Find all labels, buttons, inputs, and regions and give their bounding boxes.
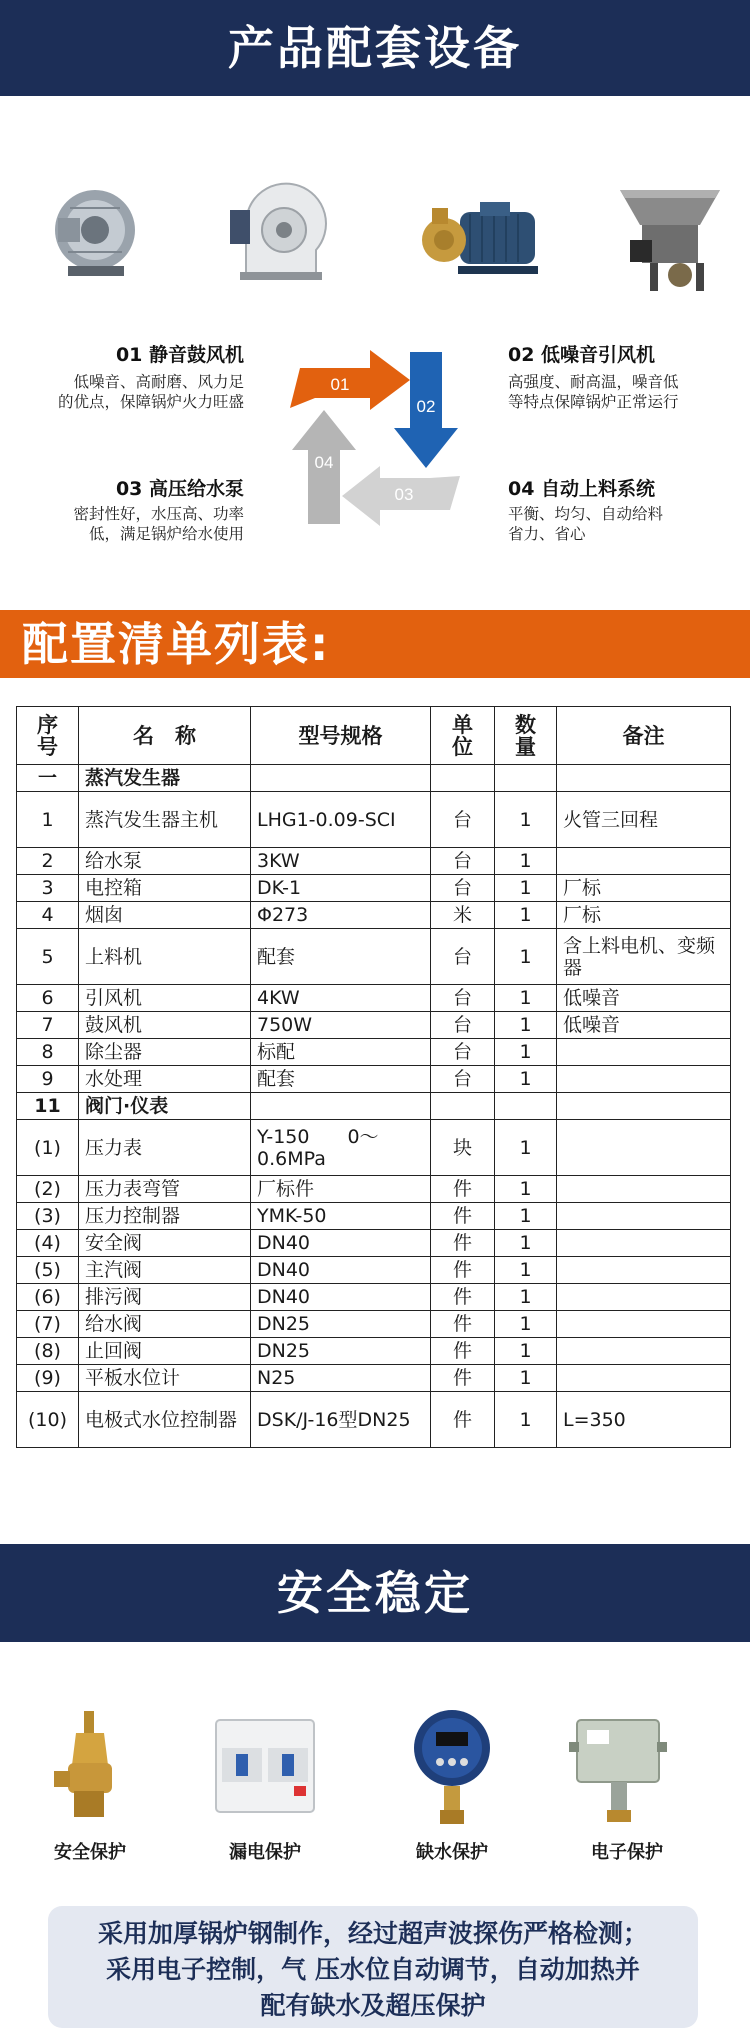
cycle-diagram — [270, 328, 480, 548]
table-cell: DN40 — [251, 1284, 431, 1311]
safety-section-title: 安全稳定 — [0, 1544, 750, 1642]
table-cell: 低噪音 — [557, 985, 731, 1012]
table-cell — [431, 765, 495, 792]
table-cell: (6) — [17, 1284, 79, 1311]
table-cell: 8 — [17, 1039, 79, 1066]
cycle-label-03: 03 — [394, 485, 414, 504]
table-cell — [557, 1066, 731, 1093]
table-cell: 件 — [431, 1365, 495, 1392]
table-row — [17, 1039, 731, 1066]
table-cell — [495, 765, 557, 792]
table-cell: 1 — [495, 1120, 557, 1176]
table-row — [17, 902, 731, 929]
equipment-1-desc-line1: 低噪音、高耐磨、风力足 — [73, 373, 244, 391]
table-cell: 1 — [495, 875, 557, 902]
header-model: 型号规格 — [251, 707, 431, 765]
table-cell: 2 — [17, 848, 79, 875]
equipment-2-desc-line1: 高强度、耐高温，噪音低 — [508, 373, 679, 391]
table-cell: DN40 — [251, 1230, 431, 1257]
table-cell: 台 — [431, 929, 495, 985]
table-cell: 件 — [431, 1230, 495, 1257]
table-row — [17, 1284, 731, 1311]
table-cell: 安全阀 — [79, 1230, 251, 1257]
table-cell: 件 — [431, 1284, 495, 1311]
table-cell — [557, 1120, 731, 1176]
table-cell: 4 — [17, 902, 79, 929]
table-cell: (2) — [17, 1176, 79, 1203]
header-remark: 备注 — [557, 707, 731, 765]
table-cell: 1 — [495, 1392, 557, 1448]
table-cell — [557, 1176, 731, 1203]
electronic-controller-image — [565, 1710, 675, 1830]
header-unit: 单位 — [431, 707, 495, 765]
table-cell: Φ273 — [251, 902, 431, 929]
table-cell: 水处理 — [79, 1066, 251, 1093]
equipment-1-title: 01 静音鼓风机 — [115, 344, 244, 366]
table-cell — [431, 1093, 495, 1120]
header-name: 名 称 — [79, 707, 251, 765]
table-cell — [557, 1338, 731, 1365]
table-cell: 标配 — [251, 1039, 431, 1066]
equipment-4-title: 04 自动上料系统 — [508, 478, 656, 500]
table-cell: DN25 — [251, 1311, 431, 1338]
table-row — [17, 985, 731, 1012]
table-cell: 1 — [495, 929, 557, 985]
table-cell: 平板水位计 — [79, 1365, 251, 1392]
table-header-row — [17, 707, 731, 765]
config-section-title: 配置清单列表: — [0, 610, 750, 678]
equipment-4-desc-line1: 平衡、均匀、自动给料 — [508, 505, 664, 523]
table-cell — [557, 1365, 731, 1392]
equipment-4-desc-line2: 省力、省心 — [508, 525, 586, 543]
table-cell: (8) — [17, 1338, 79, 1365]
table-cell: 1 — [495, 1311, 557, 1338]
equipment-section-title: 产品配套设备 — [0, 0, 750, 96]
table-cell: 9 — [17, 1066, 79, 1093]
table-cell: 750W — [251, 1012, 431, 1039]
cycle-label-01: 01 — [330, 375, 350, 394]
cycle-arrow-01 — [290, 350, 410, 410]
table-cell: 1 — [495, 792, 557, 848]
table-cell: (1) — [17, 1120, 79, 1176]
table-cell: YMK-50 — [251, 1203, 431, 1230]
equipment-3-desc-line1: 密封性好，水压高、功率 — [73, 505, 244, 523]
table-row — [17, 848, 731, 875]
leakage-breaker-image — [210, 1710, 320, 1820]
table-cell: 一 — [17, 765, 79, 792]
table-cell: 台 — [431, 1039, 495, 1066]
table-cell: DN40 — [251, 1257, 431, 1284]
table-cell: (4) — [17, 1230, 79, 1257]
table-cell: 排污阀 — [79, 1284, 251, 1311]
safety-label-2: 漏电保护 — [229, 1842, 301, 1863]
safety-label-1: 安全保护 — [54, 1842, 126, 1863]
table-cell: 1 — [495, 848, 557, 875]
feature-note — [48, 1906, 698, 2028]
table-cell: 台 — [431, 1012, 495, 1039]
table-cell: 1 — [495, 1338, 557, 1365]
table-cell — [557, 848, 731, 875]
cycle-label-02: 02 — [416, 397, 436, 416]
table-cell: 台 — [431, 875, 495, 902]
safety-label-3: 缺水保护 — [416, 1842, 488, 1863]
note-line-2: 采用电子控制，气 压水位自动调节，自动加热并 — [106, 1955, 640, 1984]
table-cell: 1 — [495, 1066, 557, 1093]
safety-valve-image — [50, 1705, 130, 1825]
table-cell: L=350 — [557, 1392, 731, 1448]
table-cell: 5 — [17, 929, 79, 985]
table-cell: 压力表 — [79, 1120, 251, 1176]
table-cell: 1 — [495, 1039, 557, 1066]
water-shortage-controller-image — [412, 1702, 492, 1832]
table-row — [17, 765, 731, 792]
header-seq: 序号 — [17, 707, 79, 765]
table-cell: 台 — [431, 985, 495, 1012]
table-cell: 低噪音 — [557, 1012, 731, 1039]
table-cell: 烟囱 — [79, 902, 251, 929]
table-row — [17, 1093, 731, 1120]
table-cell: 1 — [495, 1012, 557, 1039]
table-cell: 1 — [495, 1176, 557, 1203]
table-cell — [557, 1203, 731, 1230]
table-cell: 块 — [431, 1120, 495, 1176]
table-cell: (5) — [17, 1257, 79, 1284]
table-cell: 6 — [17, 985, 79, 1012]
table-cell: 1 — [17, 792, 79, 848]
table-row — [17, 1257, 731, 1284]
table-cell: 件 — [431, 1176, 495, 1203]
table-cell: 4KW — [251, 985, 431, 1012]
table-cell: Y-150 0～0.6MPa — [251, 1120, 431, 1176]
table-cell: 件 — [431, 1311, 495, 1338]
table-cell: 压力表弯管 — [79, 1176, 251, 1203]
table-cell — [557, 1230, 731, 1257]
equipment-2-desc-line2: 等特点保障锅炉正常运行 — [508, 393, 679, 411]
table-cell: 1 — [495, 1230, 557, 1257]
config-table — [16, 706, 731, 1448]
table-cell: 3KW — [251, 848, 431, 875]
table-cell: 件 — [431, 1257, 495, 1284]
table-cell: 台 — [431, 848, 495, 875]
table-cell: 压力控制器 — [79, 1203, 251, 1230]
table-cell: 件 — [431, 1338, 495, 1365]
table-row — [17, 1365, 731, 1392]
table-row — [17, 1176, 731, 1203]
table-cell — [557, 765, 731, 792]
table-cell: 止回阀 — [79, 1338, 251, 1365]
table-cell: 给水阀 — [79, 1311, 251, 1338]
table-cell: 1 — [495, 985, 557, 1012]
table-cell: 蒸汽发生器主机 — [79, 792, 251, 848]
table-cell: 7 — [17, 1012, 79, 1039]
table-cell: 厂标件 — [251, 1176, 431, 1203]
induced-fan-image — [226, 180, 336, 290]
table-cell: 电控箱 — [79, 875, 251, 902]
table-cell: DK-1 — [251, 875, 431, 902]
table-cell: 厂标 — [557, 902, 731, 929]
table-cell: 主汽阀 — [79, 1257, 251, 1284]
water-pump-image — [410, 190, 550, 290]
table-row — [17, 1392, 731, 1448]
table-cell — [557, 1284, 731, 1311]
table-cell: (10) — [17, 1392, 79, 1448]
table-cell — [557, 1257, 731, 1284]
table-row — [17, 929, 731, 985]
blower-image — [40, 178, 150, 288]
table-row — [17, 1338, 731, 1365]
table-cell — [251, 1093, 431, 1120]
table-cell: 1 — [495, 1365, 557, 1392]
table-cell: 1 — [495, 1203, 557, 1230]
header-qty: 数量 — [495, 707, 557, 765]
table-cell: 11 — [17, 1093, 79, 1120]
note-line-1: 采用加厚锅炉钢制作，经过超声波探伤严格检测； — [97, 1919, 648, 1948]
table-cell — [557, 1093, 731, 1120]
table-row — [17, 1120, 731, 1176]
table-cell: 件 — [431, 1203, 495, 1230]
table-cell: 除尘器 — [79, 1039, 251, 1066]
table-row — [17, 1203, 731, 1230]
table-cell: (9) — [17, 1365, 79, 1392]
table-row — [17, 1230, 731, 1257]
equipment-1-desc-line2: 的优点，保障锅炉火力旺盛 — [57, 393, 244, 411]
table-cell: 阀门·仪表 — [79, 1093, 251, 1120]
equipment-3-desc-line2: 低，满足锅炉给水使用 — [88, 525, 244, 543]
table-cell: 台 — [431, 792, 495, 848]
cycle-label-04: 04 — [314, 453, 334, 472]
table-cell — [251, 765, 431, 792]
table-row — [17, 1066, 731, 1093]
table-row — [17, 1012, 731, 1039]
table-cell: 配套 — [251, 929, 431, 985]
table-cell: 3 — [17, 875, 79, 902]
table-cell: 电极式水位控制器 — [79, 1392, 251, 1448]
table-cell — [557, 1039, 731, 1066]
table-cell: 1 — [495, 1284, 557, 1311]
table-cell: (7) — [17, 1311, 79, 1338]
equipment-3-title: 03 高压给水泵 — [115, 478, 244, 500]
table-cell: DSK/J-16型DN25 — [251, 1392, 431, 1448]
table-cell: (3) — [17, 1203, 79, 1230]
table-cell: 1 — [495, 1257, 557, 1284]
table-row — [17, 1311, 731, 1338]
table-cell: 台 — [431, 1066, 495, 1093]
table-cell — [495, 1093, 557, 1120]
table-cell: 厂标 — [557, 875, 731, 902]
equipment-2-title: 02 低噪音引风机 — [508, 344, 656, 366]
table-cell: N25 — [251, 1365, 431, 1392]
table-cell: 引风机 — [79, 985, 251, 1012]
table-cell: DN25 — [251, 1338, 431, 1365]
table-cell: 米 — [431, 902, 495, 929]
table-cell — [557, 1311, 731, 1338]
table-row — [17, 875, 731, 902]
table-cell: LHG1-0.09-SCI — [251, 792, 431, 848]
table-cell: 1 — [495, 902, 557, 929]
table-cell: 给水泵 — [79, 848, 251, 875]
table-cell: 鼓风机 — [79, 1012, 251, 1039]
table-row — [17, 792, 731, 848]
safety-label-4: 电子保护 — [591, 1842, 663, 1863]
table-cell: 蒸汽发生器 — [79, 765, 251, 792]
table-cell: 含上料电机、变频器 — [557, 929, 731, 985]
table-cell: 件 — [431, 1392, 495, 1448]
table-cell: 上料机 — [79, 929, 251, 985]
note-line-3: 配有缺水及超压保护 — [260, 1991, 486, 2020]
table-cell: 火管三回程 — [557, 792, 731, 848]
feeder-image — [610, 180, 730, 300]
table-cell: 配套 — [251, 1066, 431, 1093]
